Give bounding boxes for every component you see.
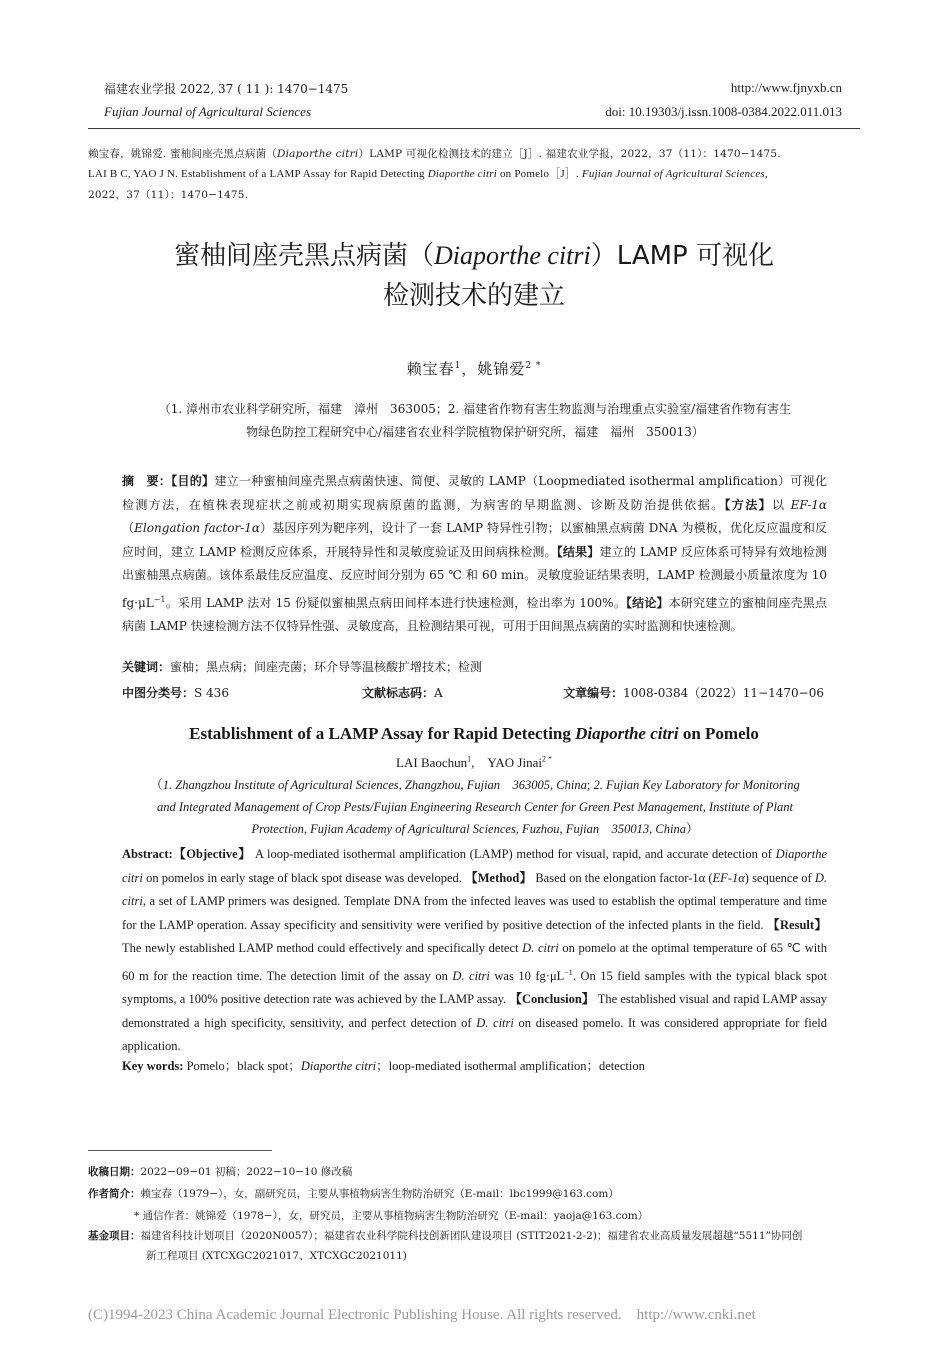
- abstract-cn: 摘 要：【目的】建立一种蜜柚间座壳黑点病菌快速、简便、灵敏的 LAMP（Loopmediated isothermal amplification）可视化检测方法，在植株表现症状之前或初期实现病原菌的监测，为病害的早期监测、诊断及防治提供依据。【方法】以 EF-1α（Elongation factor-1α）基因序列为靶序列，设计了一套 LAMP 特异性引物；以蜜柚黑点病菌 DNA 为模板，优化反应温度和反应时间，建立 LAMP 检测反应体系，开展特异性和灵敏度验证及田间病株检测。【结果】建立的 LAMP 反应体系可特异有效地检测出蜜柚黑点病菌。该体系最佳反应温度、反应时间分别为 65 ℃ 和 60 min。灵敏度验证结果表明，LAMP 检测最小质量浓度为 10 $fg\cdot\mu L^{-1}$。采用 LAMP 法对 15 份疑似蜜柚黑点病田间样本进行快速检测，检出率为 100%。【结论】本研究建立的蜜柚间座壳黑点病菌 LAMP 快速检测方法不仅特异性强、灵敏度高，且检测结果可视，可用于田间黑点病菌的实时监测和快速检测。: [122, 474, 827, 633]
- doc-code: 文献标志码：A: [362, 686, 443, 700]
- footnote-received: 收稿日期：2022−09−01 初稿；2022−10−10 修改稿: [88, 1166, 353, 1178]
- page-title-en: Establishment of a LAMP Assay for Rapid Detecting Diaporthe citri on Pomelo: [189, 724, 759, 743]
- copyright-notice: (C)1994-2023 China Academic Journal Electronic Publishing House. All rights reserved. http://www.cnki.net: [88, 1307, 756, 1323]
- footnote-funding-line2: 新工程项目 (XTCXGC2021017、XTCXGC2021011): [146, 1250, 407, 1262]
- journal-header-cn: 福建农业学报 2022, 37 ( 11 ): 1470−1475: [104, 82, 349, 96]
- footnote-funding: 基金项目：福建省科技计划项目（2020N0057）；福建省农业科学院科技创新团队建设项目 (STIT2021-2-2)；福建省农业高质量发展超越“5511”协同创: [88, 1230, 803, 1242]
- authors-cn: 赖宝春$^1$，姚锦爱$^{2 *}$: [406, 360, 542, 378]
- journal-header-en: Fujian Journal of Agricultural Sciences: [104, 104, 312, 119]
- abstract-label-en: Abstract:: [122, 847, 173, 861]
- clc-number: 中图分类号：S 436: [122, 686, 229, 700]
- footnote-author: 作者简介：赖宝春（1979−），女，副研究员，主要从事植物病害生物防治研究（E-mail：lbc1999@163.com）: [88, 1188, 619, 1200]
- citation-cn: 赖宝春，姚锦爱. 蜜柚间座壳黑点病菌（Diaporthe citri）LAMP 可视化检测技术的建立［J］. 福建农业学报，2022，37（11）：1470−1475.: [88, 148, 781, 160]
- abstract-en: Abstract:【Objective】 A loop-mediated isothermal amplification (LAMP) method for visual, rapid, and accurate detection of Diaporthe citri on pomelos in early stage of black spot disease was developed. 【Method】 Based on the elongation factor-1α (EF-1α) sequence of D. citri, a set of LAMP primers was designed. Template DNA from the infected leaves was used to establish the optimal temperature and time for the LAMP operation. Assay specificity and sensitivity were verified by positive detection of the infected plants in the field. 【Result】 The newly established LAMP method could effectively and specifically detect D. citri on pomelo at the optimal temperature of 65 ℃ with 60 m for the reaction time. The detection limit of the assay on D. citri was 10 $fg\cdot\mu L^{-1}$. On 15 field samples with the typical black spot symptoms, a 100% positive detection rate was achieved by the LAMP assay. 【Conclusion】 The established visual and rapid LAMP assay demonstrated a high specificity, sensitivity, and perfect detection of D. citri on diseased pomelo. It was considered appropriate for field application.: [122, 847, 828, 1054]
- footnote-rule: [88, 1150, 272, 1151]
- citation-en-line3: 2022，37（11）：1470−1475.: [88, 189, 249, 201]
- keywords-cn: 关键词：蜜柚；黑点病；间座壳菌；环介导等温核酸扩增技术；检测: [122, 660, 483, 674]
- authors-en: LAI Baochun$^1$, YAO Jinai$^{2 *}$: [396, 754, 552, 770]
- footnote-corresponding: * 通信作者：姚锦爱（1978−），女，研究员，主要从事植物病害生物防治研究（E-mail：yaoja@163.com）: [134, 1210, 649, 1222]
- header-rule: [88, 128, 860, 129]
- abstract-label-cn: 摘 要：: [122, 474, 172, 488]
- citation-en: LAI B C, YAO J N. Establishment of a LAMP Assay for Rapid Detecting Diaporthe citri on Pomelo［J］. Fujian Journal of Agricultural Sciences,: [88, 168, 768, 180]
- article-number: 文章编号：1008-0384（2022）11−1470−06: [563, 686, 824, 700]
- affiliation-en: （1. Zhangzhou Institute of Agricultural Sciences, Zhangzhou, Fujian 363005, China; 2. Fujian Key Laboratory for Monitoring and Integrated Management of Crop Pests/Fujian Engineering Research Center for Green Pest Management, Institute of Plant Protection, Fujian Academy of Agricultural Sciences, Fuzhou, Fujian 350013, China）: [150, 778, 800, 836]
- page-title-cn: 蜜柚间座壳黑点病菌（Diaporthe citri）LAMP 可视化: [174, 241, 774, 271]
- journal-url[interactable]: http://www.fjnyxb.cn: [730, 80, 842, 95]
- keywords-en: Key words: Pomelo；black spot；Diaporthe citri；loop-mediated isothermal amplification；detection: [122, 1059, 645, 1073]
- doi[interactable]: doi: 10.19303/j.issn.1008-0384.2022.011.013: [605, 104, 842, 119]
- page-title-cn-line2: 检测技术的建立: [382, 281, 565, 311]
- affiliation-cn: （1. 漳州市农业科学研究所，福建 漳州 363005；2. 福建省作物有害生物监测与治理重点实验室/福建省作物有害生 物绿色防控工程研究中心/福建省农业科学院植物保护研究所，福建 福州 350013）: [158, 402, 792, 439]
